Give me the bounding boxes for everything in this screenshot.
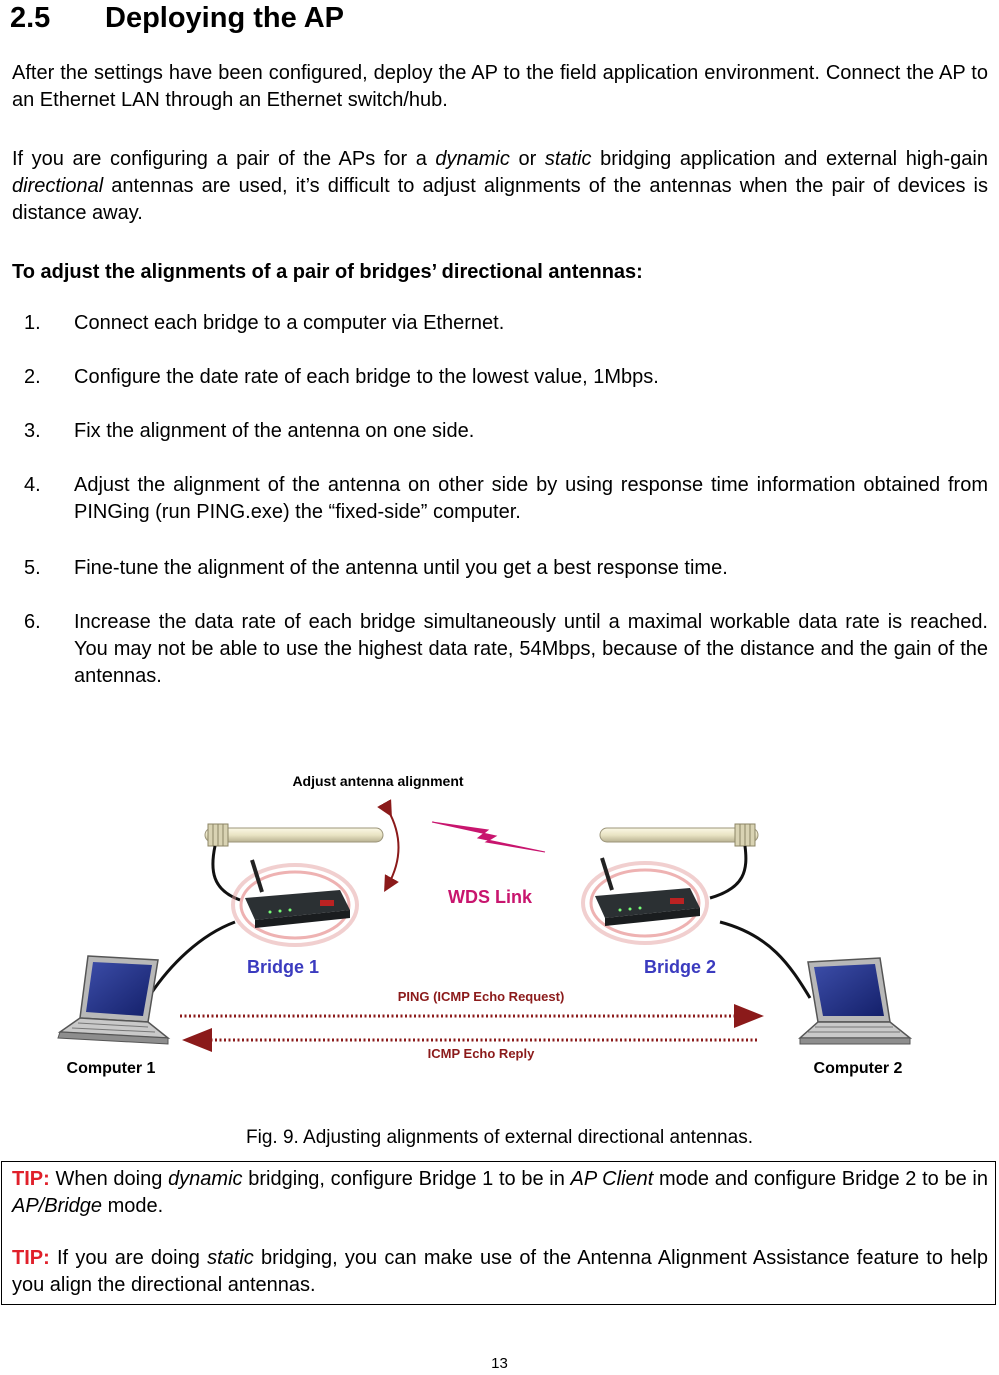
- bridge-2-icon: [583, 858, 707, 943]
- wds-link-label: WDS Link: [448, 887, 532, 907]
- figure-caption: Fig. 9. Adjusting alignments of external directional antennas.: [246, 1127, 753, 1148]
- tip-dynamic: TIP: When doing dynamic bridging, configure Bridge 1 to be in AP Client mode and configure Bridge 2 to be in AP/Bridge mode.: [12, 1168, 989, 1217]
- page-number: 13: [491, 1355, 508, 1372]
- bridging-paragraph: If you are configuring a pair of the APs for a dynamic or static bridging application and external high-gain directional antennas are used, it’s difficult to adjust alignments of the antennas when the pair of devices is distance away.: [12, 148, 988, 224]
- tip-static: TIP: If you are doing static bridging, you can make use of the Antenna Alignment Assistance feature to help you align the directional antennas.: [12, 1247, 989, 1296]
- step-item: 6. Increase the data rate of each bridge simultaneously until a maximal workable data rate is reached. You may not be able to use the highest data rate, 54Mbps, because of the distance and the gain of the antennas.: [24, 611, 988, 687]
- antenna-left-icon: [205, 824, 383, 900]
- intro-paragraph: After the settings have been configured, deploy the AP to the field application environment. Connect the AP to an Ethernet LAN through an Ethernet switch/hub.: [12, 62, 988, 111]
- section-title: Deploying the AP: [105, 2, 344, 34]
- adjust-alignment-label: Adjust antenna alignment: [292, 773, 464, 789]
- step-item: 4. Adjust the alignment of the antenna on other side by using response time information obtained from PINGing (run PING.exe) the “fixed-side” computer.: [24, 474, 988, 523]
- reply-label: ICMP Echo Reply: [427, 1046, 535, 1061]
- section-number: 2.5: [10, 2, 51, 34]
- adjust-arrow-icon: [388, 810, 399, 885]
- procedure-title: To adjust the alignments of a pair of bridges’ directional antennas:: [12, 261, 643, 283]
- cable-left: [150, 922, 235, 995]
- tip-box: [1, 1161, 996, 1305]
- bridge-1-label: Bridge 1: [246, 957, 320, 977]
- step-item: 1. Connect each bridge to a computer via Ethernet.: [24, 312, 505, 334]
- bridge-1-icon: [233, 860, 357, 945]
- computer-2-label: Computer 2: [813, 1060, 903, 1077]
- antenna-right-icon: [600, 824, 758, 898]
- wireless-bolt-icon: [432, 822, 545, 852]
- step-item: 3. Fix the alignment of the antenna on one side.: [24, 420, 475, 442]
- section-heading: [10, 0, 344, 36]
- cable-right: [720, 922, 810, 998]
- step-item: 5. Fine-tune the alignment of the antenna until you get a best response time.: [24, 557, 728, 579]
- step-item: 2. Configure the date rate of each bridge to the lowest value, 1Mbps.: [24, 366, 659, 388]
- computer-2-icon: [800, 958, 910, 1044]
- ping-label: PING (ICMP Echo Request): [397, 989, 565, 1004]
- antenna-alignment-figure: [0, 760, 999, 1100]
- bridge-2-label: Bridge 2: [643, 957, 717, 977]
- computer-1-icon: [58, 956, 168, 1044]
- computer-1-label: Computer 1: [66, 1060, 156, 1077]
